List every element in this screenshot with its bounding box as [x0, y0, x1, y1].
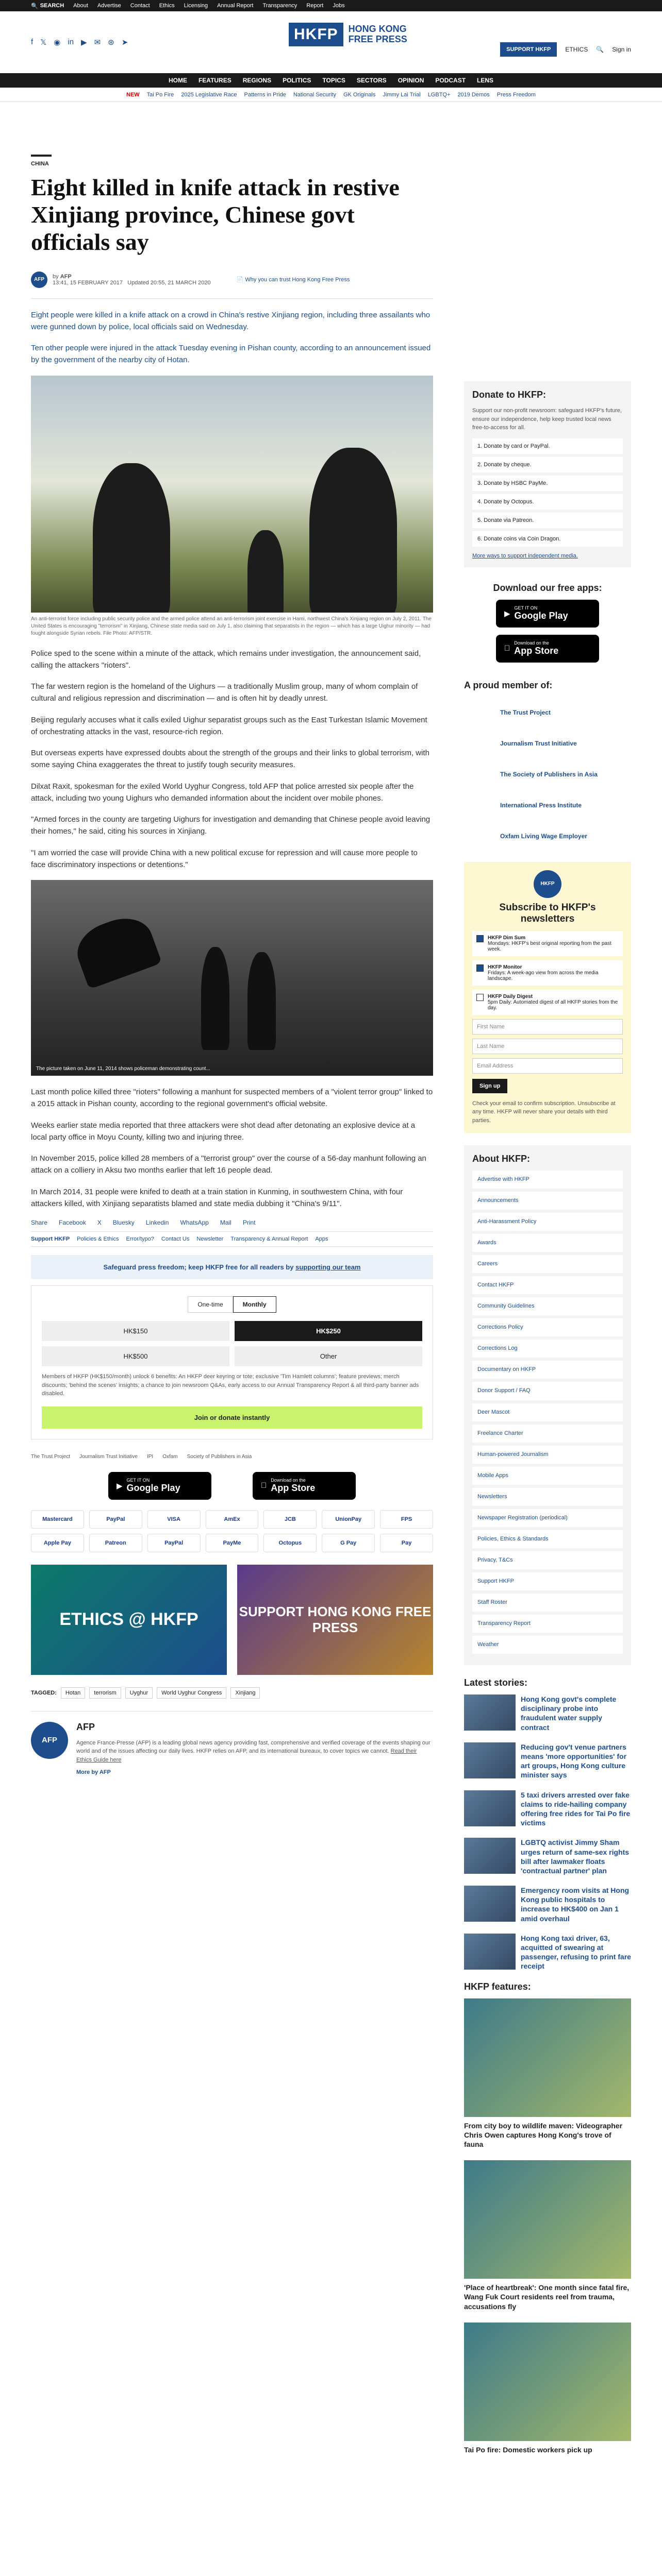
site-logo[interactable]	[289, 23, 407, 46]
trending-item[interactable]: Patterns in Pride	[244, 91, 286, 98]
nav-regions[interactable]: REGIONS	[242, 77, 272, 84]
transparency-link[interactable]: Transparency & Annual Report	[230, 1236, 308, 1243]
feature-title[interactable]: From city boy to wildlife maven: Videographer Chris Owen captures Hong Kong's trove of fauna	[464, 2121, 623, 2148]
about-link[interactable]: Support HKFP	[472, 1572, 623, 1590]
annual-report-link[interactable]: Annual Report	[217, 3, 254, 9]
about-link[interactable]: Policies, Ethics & Standards	[472, 1530, 623, 1548]
licensing-link[interactable]: Licensing	[184, 3, 208, 9]
member-logo[interactable]: Journalism Trust Initiative	[500, 739, 577, 747]
updated-date: Updated 20:55, 21 MARCH 2020	[127, 279, 211, 286]
google-play-button[interactable]: ▶ GET IT ON Google Play	[108, 1472, 211, 1500]
policies-link[interactable]: Policies & Ethics	[77, 1236, 119, 1243]
payment-logo: Pay	[380, 1534, 433, 1552]
newsletter-title: Subscribe to HKFP's newsletters	[499, 902, 596, 924]
sidebar	[464, 381, 631, 2466]
about-link[interactable]: Awards	[472, 1234, 623, 1252]
photo-caption: An anti-terrorist force including public security police and the armed police attend an anti-terrorism joint exercise in Hami, northwest China's Xinjiang region on July 2, 2011. The United States is encouraging "terrorism" in Xinjiang, Chinese state media said on July 1, also claiming that separatists in the region — which has a large Uighur minority — had fought alongside Syrian rebels. File Photo: AFP/STR.	[31, 616, 432, 636]
apple-icon	[261, 1481, 267, 1490]
story-title[interactable]: Hong Kong govt's complete disciplinary probe into fraudulent water supply contract	[521, 1695, 617, 1732]
payment-logo: PayMe	[206, 1534, 259, 1552]
jobs-link[interactable]: Jobs	[333, 3, 345, 9]
main-nav	[0, 73, 662, 88]
tag[interactable]: Hotan	[61, 1687, 85, 1699]
newsletter-note: Check your email to confirm subscription. Unsubscribe at any time. HKFP will never share your details with third parties.	[472, 1100, 616, 1124]
donate-option[interactable]: 3. Donate by HSBC PayMe.	[472, 476, 623, 491]
share-linkedin[interactable]: Linkedin	[145, 1219, 169, 1227]
member-title: A proud member of:	[464, 680, 553, 690]
share-whatsapp[interactable]: WhatsApp	[180, 1219, 209, 1227]
author-box	[31, 1711, 433, 1776]
apps-title: Download our free apps:	[493, 582, 602, 593]
x-icon[interactable]: 𝕏	[40, 38, 47, 47]
tag[interactable]: World Uyghur Congress	[157, 1687, 226, 1699]
nav-lens[interactable]: LENS	[477, 77, 494, 84]
app-store-button[interactable]: Download on the App Store	[496, 635, 599, 663]
trending-item[interactable]: GK Originals	[343, 91, 376, 98]
logo-wordmark: HONG KONG FREE PRESS	[348, 24, 407, 44]
tag[interactable]: Xinjiang	[230, 1687, 260, 1699]
signup-button[interactable]: Sign up	[472, 1079, 507, 1093]
latest-title: Latest stories:	[464, 1677, 528, 1688]
body-paragraph: "Armed forces in the county are targeting Uighurs for investigation and demanding that Chinese people avoid leaving their homes," he said, citing his sources in Xinjiang.	[31, 815, 431, 836]
share-print[interactable]: Print	[242, 1219, 256, 1227]
story-thumbnail[interactable]	[464, 1838, 516, 1874]
ethics-video[interactable]: ETHICS @ HKFP	[31, 1565, 227, 1675]
about-link[interactable]: Donor Support / FAQ	[472, 1382, 623, 1400]
payment-logo: Mastercard	[31, 1510, 84, 1529]
telegram-icon[interactable]: ➤	[121, 38, 128, 47]
youtube-icon[interactable]: ▶	[81, 38, 87, 47]
feature-story[interactable]	[464, 1998, 631, 2149]
nav-opinion[interactable]: OPINION	[398, 77, 424, 84]
badge[interactable]: The Trust Project	[31, 1453, 71, 1460]
signin-link[interactable]: Sign in	[612, 46, 631, 53]
payment-logo: Apple Pay	[31, 1534, 84, 1552]
lead-paragraph: Ten other people were injured in the attack Tuesday evening in Pishan county, according to an announcement issued by the government of the nearby city of Hotan.	[31, 344, 431, 365]
body-paragraph: Dilxat Raxit, spokesman for the exiled World Uyghur Congress, told AFP that police arrested six people after the attack, including two young Uighurs who demanded information about the incident over mobile phones.	[31, 782, 414, 803]
donate-option[interactable]: 5. Donate via Patreon.	[472, 513, 623, 528]
member-logo[interactable]: International Press Institute	[500, 801, 582, 809]
feature-title[interactable]: Tai Po fire: Domestic workers pick up	[464, 2445, 592, 2454]
feature-image[interactable]	[464, 2160, 631, 2279]
latest-story[interactable]	[464, 1694, 631, 1732]
join-button[interactable]: Join or donate instantly	[42, 1406, 422, 1429]
about-link[interactable]: Privacy, T&Cs	[472, 1551, 623, 1569]
feature-story[interactable]	[464, 2323, 631, 2454]
email-field[interactable]: Email Address	[472, 1058, 623, 1074]
byline	[31, 272, 433, 288]
apps-link[interactable]: Apps	[315, 1236, 328, 1243]
error-link[interactable]: Error/typo?	[126, 1236, 154, 1243]
apple-icon	[504, 644, 510, 653]
contact-us-link[interactable]: Contact Us	[161, 1236, 190, 1243]
payment-logo: VISA	[147, 1510, 201, 1529]
about-link[interactable]: Freelance Charter	[472, 1425, 623, 1443]
payment-logo: PayPal	[89, 1510, 142, 1529]
body-paragraph: In November 2015, police killed 28 members of a "terrorist group" over the course of a 56-day manhunt following an attack on a colliery in Aksu two months earlier that left 16 people dead.	[31, 1154, 426, 1175]
header-actions	[500, 42, 631, 57]
sidebar-app-buttons	[464, 600, 631, 663]
embedded-photo[interactable]	[31, 880, 433, 1076]
about-link[interactable]: Transparency Report	[472, 1615, 623, 1633]
trending-item[interactable]: LGBTQ+	[427, 91, 451, 98]
member-logo[interactable]: Oxfam Living Wage Employer	[500, 832, 587, 840]
features-title: HKFP features:	[464, 1981, 531, 1992]
about-link[interactable]: Deer Mascot	[472, 1403, 623, 1421]
membership-note: Members of HKFP (HK$150/month) unlock 6 benefits: An HKFP deer keyring or tote; exclusive 'Tim Hamlett columns'; feature previews; merch discounts; 'behind the scenes' insights; a chance to join newsroom Q&As, early access to our Annual Transparency Report & all third-party banner ads disabled.	[42, 1374, 419, 1397]
donate-option[interactable]: 1. Donate by card or PayPal.	[472, 438, 623, 454]
share-bluesky[interactable]: Bluesky	[112, 1219, 135, 1227]
feature-image[interactable]	[464, 1998, 631, 2117]
ethics-guide-link[interactable]: Read their Ethics Guide here	[76, 1748, 417, 1763]
rss-icon[interactable]: ⊛	[108, 38, 114, 47]
body-paragraph: In March 2014, 31 people were knifed to death at a train station in Kunming, in southwestern China, with four attackers killed, with Xinjiang separatists blamed and state media dubbing it "China's 9/11".	[31, 1187, 403, 1208]
donate-sidebar	[464, 381, 631, 567]
donate-option[interactable]: 4. Donate by Octopus.	[472, 494, 623, 510]
freq-one-time[interactable]: One-time	[188, 1296, 233, 1313]
about-link[interactable]: Newspaper Registration (periodical)	[472, 1509, 623, 1527]
payment-logo: G Pay	[322, 1534, 375, 1552]
about-link[interactable]: Community Guidelines	[472, 1297, 623, 1315]
newsletter-link[interactable]: Newsletter	[196, 1236, 224, 1243]
latest-story[interactable]	[464, 1934, 631, 1971]
play-icon: ▶	[117, 1481, 123, 1490]
payment-logo: PayPal	[147, 1534, 201, 1552]
article-main	[31, 124, 433, 1775]
payment-methods	[31, 1510, 433, 1552]
trending-item[interactable]: Tai Po Fire	[146, 91, 174, 98]
trending-item[interactable]: Jimmy Lai Trial	[383, 91, 421, 98]
story-thumbnail[interactable]	[464, 1934, 516, 1970]
about-link[interactable]: Careers	[472, 1255, 623, 1273]
trending-item[interactable]: National Security	[293, 91, 336, 98]
donate-widget	[31, 1285, 433, 1439]
about-link[interactable]: Corrections Policy	[472, 1318, 623, 1336]
support-team-link[interactable]: supporting our team	[295, 1263, 361, 1272]
payment-logo: AmEx	[206, 1510, 259, 1529]
about-link[interactable]: Staff Roster	[472, 1594, 623, 1612]
tag-list	[31, 1687, 433, 1699]
support-button[interactable]: SUPPORT HKFP	[500, 42, 557, 57]
more-by-author[interactable]: More by AFP	[76, 1769, 111, 1776]
about-link[interactable]: Announcements	[472, 1192, 623, 1210]
share-mail[interactable]: Mail	[220, 1219, 231, 1227]
newsletter-option[interactable]: HKFP Monitor Fridays: A week-ago view from across the media landscape.	[472, 960, 623, 986]
payment-logo: JCB	[263, 1510, 317, 1529]
donate-intro: Support our non-profit newsroom: safeguard HKFP's future, ensure our independence, help keep trusted local news free-to-access for all.	[472, 408, 622, 431]
trending-item[interactable]: 2019 Demos	[457, 91, 490, 98]
about-link[interactable]: About	[73, 3, 88, 9]
author-avatar[interactable]: AFP	[31, 272, 47, 288]
payment-logo: UnionPay	[322, 1510, 375, 1529]
tags-label: TAGGED:	[31, 1689, 57, 1696]
last-name-field[interactable]: Last Name	[472, 1039, 623, 1054]
story-thumbnail[interactable]	[464, 1694, 516, 1731]
body-paragraph: "I am worried the case will provide China with a new political excuse for repression and will cause more people to face discriminatory inspections or detentions."	[31, 848, 418, 869]
trending-item[interactable]: 2025 Legislative Race	[181, 91, 237, 98]
feature-title[interactable]: 'Place of heartbreak': One month since fatal fire, Wang Fuk Court residents reel from trauma, accusations fly	[464, 2283, 630, 2311]
story-title[interactable]: Hong Kong taxi driver, 63, acquitted of swearing at passenger, refusing to print fare receipt	[521, 1934, 631, 1971]
badge[interactable]: IPI	[146, 1453, 154, 1460]
latest-list	[464, 1694, 631, 1971]
story-title[interactable]: LGBTQ activist Jimmy Sham urges return of same-sex rights bill after lawmaker floats 'contractual partner' plan	[521, 1838, 630, 1875]
latest-story[interactable]	[464, 1886, 631, 1923]
support-banner: Safeguard press freedom; keep HKFP free for all readers by supporting our team	[31, 1255, 433, 1279]
amount-option[interactable]: HK$250	[235, 1321, 422, 1341]
about-link[interactable]: Mobile Apps	[472, 1467, 623, 1485]
header-ethics-link[interactable]: ETHICS	[565, 46, 588, 53]
amount-option[interactable]: Other	[235, 1346, 422, 1366]
member-logo[interactable]: The Society of Publishers in Asia	[500, 770, 598, 778]
body-paragraph: Weeks earlier state media reported that three attackers were shot dead after detonating an explosive device at a local party office in Moyu County, killing two and injuring three.	[31, 1121, 416, 1142]
payment-logo: FPS	[380, 1510, 433, 1529]
nav-home[interactable]: HOME	[168, 77, 187, 84]
support-link[interactable]: Support HKFP	[31, 1236, 70, 1243]
newsletter-option[interactable]: HKFP Daily Digest 5pm Daily: Automated digest of all HKFP stories from the day.	[472, 990, 623, 1015]
badge[interactable]: Oxfam	[162, 1453, 178, 1460]
tag[interactable]: terrorism	[89, 1687, 121, 1699]
tag[interactable]: Uyghur	[125, 1687, 153, 1699]
article-category[interactable]: CHINA	[31, 155, 52, 167]
author-name[interactable]: AFP	[60, 273, 72, 280]
feature-image[interactable]	[464, 2323, 631, 2441]
article-photo	[31, 376, 433, 613]
badge[interactable]: Society of Publishers in Asia	[187, 1453, 252, 1460]
google-play-button[interactable]: ▶ GET IT ON Google Play	[496, 600, 599, 628]
author-box-name[interactable]: AFP	[76, 1721, 95, 1732]
donate-option[interactable]: 6. Donate coins via Coin Dragon.	[472, 531, 623, 547]
freq-monthly[interactable]: Monthly	[233, 1296, 276, 1313]
share-facebook[interactable]: Facebook	[59, 1219, 86, 1227]
report-link[interactable]: Report	[306, 3, 324, 9]
newsletter-option[interactable]: HKFP Dim Sum Mondays: HKFP's best original reporting from the past week.	[472, 931, 623, 956]
donate-option[interactable]: 2. Donate by cheque.	[472, 457, 623, 472]
lead-paragraph: Eight people were killed in a knife attack on a crowd in China's restive Xinjiang region, including three assailants who were gunned down by police, local officials said on Wednesday.	[31, 310, 431, 331]
video-promos	[31, 1565, 433, 1675]
about-link[interactable]: Corrections Log	[472, 1340, 623, 1358]
byline-text: by AFP 13:41, 15 FEBRUARY 2017 Updated 20:55, 21 MARCH 2020	[53, 273, 211, 286]
top-utility-bar	[0, 0, 662, 11]
nav-features[interactable]: FEATURES	[198, 77, 231, 84]
story-title[interactable]: Reducing gov't venue partners means 'more opportunities' for art groups, Hong Kong culture minister says	[521, 1742, 627, 1780]
nav-podcast[interactable]: PODCAST	[435, 77, 466, 84]
about-link[interactable]: Advertise with HKFP	[472, 1171, 623, 1189]
share-bar	[31, 1219, 433, 1226]
first-name-field[interactable]: First Name	[472, 1019, 623, 1035]
app-buttons	[31, 1472, 433, 1500]
embedded-photo-caption: The picture taken on June 11, 2014 shows policeman demonstrating count...	[36, 1066, 210, 1072]
nav-politics[interactable]: POLITICS	[283, 77, 311, 84]
frequency-toggle	[42, 1296, 422, 1313]
feature-list	[464, 1998, 631, 2454]
support-video[interactable]: SUPPORT HONG KONG FREE PRESS	[237, 1565, 433, 1675]
body-paragraph: The far western region is the homeland of the Uighurs — a traditionally Muslim group, many of whom complain of cultural and religious repression and discrimination — and is often hit by deadly unrest.	[31, 682, 418, 703]
feature-story[interactable]	[464, 2160, 631, 2311]
latest-story[interactable]	[464, 1742, 631, 1780]
share-label: Share	[31, 1219, 48, 1227]
social-icons	[31, 38, 128, 47]
story-thumbnail[interactable]	[464, 1790, 516, 1826]
member-logo[interactable]: The Trust Project	[500, 708, 551, 716]
amount-options	[42, 1321, 422, 1366]
about-link[interactable]: Weather	[472, 1636, 623, 1654]
logo-mark: HKFP	[289, 23, 343, 46]
app-store-button[interactable]: Download on the App Store	[253, 1472, 356, 1500]
story-title[interactable]: Emergency room visits at Hong Kong public hospitals to increase to HK$400 on Jan 1 amid overhaul	[521, 1886, 630, 1923]
body-paragraph: But overseas experts have expressed doubts about the strength of the groups and their links to global terrorism, with some saying China exaggerates the threat to justify tough security measures.	[31, 749, 429, 770]
trust-badges	[31, 1454, 433, 1460]
more-ways-link[interactable]: More ways to support independent media.	[472, 552, 578, 559]
payment-logo: Patreon	[89, 1534, 142, 1552]
contact-link[interactable]: Contact	[130, 3, 150, 9]
about-link[interactable]: Human-powered Journalism	[472, 1446, 623, 1464]
about-link[interactable]: Contact HKFP	[472, 1276, 623, 1294]
mail-icon[interactable]: ✉	[94, 38, 101, 47]
story-title[interactable]: 5 taxi drivers arrested over fake claims to ride-hailing company offering free rides for Tai Po fire victims	[521, 1790, 631, 1827]
trust-link[interactable]: 📄 Why you can trust Hong Kong Free Press	[236, 277, 350, 283]
instagram-icon[interactable]: ◉	[54, 38, 61, 47]
about-link[interactable]: Documentary on HKFP	[472, 1361, 623, 1379]
about-link[interactable]: Newsletters	[472, 1488, 623, 1506]
story-thumbnail[interactable]	[464, 1742, 516, 1778]
search-icon[interactable]: 🔍	[596, 46, 604, 53]
share-x[interactable]: X	[97, 1219, 102, 1227]
body-paragraph: Last month police killed three "rioters" following a manhunt for suspected members of a "violent terror group" linked to a 2015 attack in Pishan county, according to the regional government's official website.	[31, 1088, 433, 1109]
payment-logo: Octopus	[263, 1534, 317, 1552]
latest-story[interactable]	[464, 1790, 631, 1828]
about-box	[464, 1145, 631, 1665]
body-paragraph: Beijing regularly accuses what it calls exiled Uighur separatist groups such as the East Turkestan Islamic Movement of orchestrating attacks in the vast, resource-rich region.	[31, 715, 427, 736]
transparency-link[interactable]: Transparency	[262, 3, 297, 9]
published-date: 13:41, 15 FEBRUARY 2017	[53, 279, 123, 286]
site-header	[0, 11, 662, 73]
author-box-avatar[interactable]: AFP	[31, 1722, 68, 1759]
nav-sectors[interactable]: SECTORS	[356, 77, 387, 84]
article-title: Eight killed in knife attack in restive Xinjiang province, Chinese govt officials say	[31, 174, 400, 255]
search-link[interactable]: 🔍 SEARCH	[31, 3, 64, 9]
trending-new-label: NEW	[126, 91, 140, 98]
about-link[interactable]: Anti-Harassment Policy	[472, 1213, 623, 1231]
play-icon: ▶	[504, 609, 510, 618]
nav-topics[interactable]: TOPICS	[322, 77, 345, 84]
newsletter-logo: HKFP	[534, 870, 561, 898]
amount-option[interactable]: HK$500	[42, 1346, 229, 1366]
support-links	[31, 1231, 433, 1247]
linkedin-icon[interactable]: in	[68, 38, 74, 46]
trending-bar	[0, 88, 662, 102]
author-bio: Agence France-Presse (AFP) is a leading global news agency providing fast, comprehensive and verified coverage of the events shaping our world and of the issues affecting our daily lives. HKFP relies on AFP, and its international bureaux, to cover topics we cannot.	[76, 1739, 431, 1755]
story-thumbnail[interactable]	[464, 1886, 516, 1922]
trending-item[interactable]: Press Freedom	[496, 91, 536, 98]
donate-title: Donate to HKFP:	[472, 389, 546, 400]
latest-story[interactable]	[464, 1838, 631, 1875]
newsletter-signup	[464, 862, 631, 1133]
ethics-link[interactable]: Ethics	[159, 3, 175, 9]
badge[interactable]: Journalism Trust Initiative	[79, 1453, 138, 1460]
body-paragraph: Police sped to the scene within a minute of the attack, which remains under investigation, the announcement said, calling the attackers "rioters".	[31, 649, 421, 670]
amount-option[interactable]: HK$150	[42, 1321, 229, 1341]
about-title: About HKFP:	[472, 1154, 530, 1164]
advertise-link[interactable]: Advertise	[97, 3, 121, 9]
facebook-icon[interactable]: f	[31, 38, 34, 46]
